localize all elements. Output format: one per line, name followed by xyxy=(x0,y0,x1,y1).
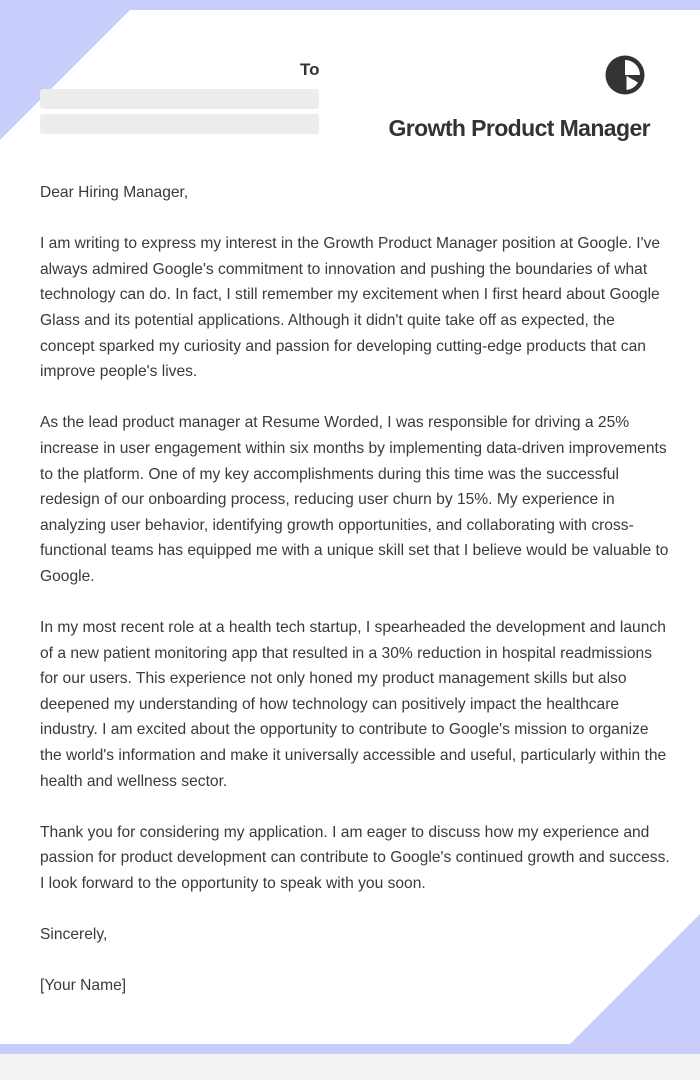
paragraph-3: In my most recent role at a health tech startup, I spearheaded the development and launch of a new patient monitoring app that resulted in a 30% reduction in hospital readmissions for our users. This experience not only honed my product management skills but also deepened my understanding of how technology can positively impact the healthcare industry. I am excited about the opportunity to contribute to Google's mission to organize the world's information and make it universally accessible and useful, particularly within the health and wellness sector. xyxy=(40,619,667,790)
pie-chart-icon xyxy=(604,54,646,96)
letter-body xyxy=(40,180,670,999)
recipient-placeholder-line-1 xyxy=(40,89,319,109)
recipient-placeholder-line-2 xyxy=(40,114,319,134)
salutation: Dear Hiring Manager, xyxy=(40,184,189,201)
job-title-heading: Growth Product Manager xyxy=(388,115,650,141)
signature: [Your Name] xyxy=(40,977,127,995)
paragraph-1: I am writing to express my interest in the Growth Product Manager position at Google. I've always admired Google's commitment to innovation and pushing the boundaries of what technology can do. In fact, I still remember my excitement when I first heard about Google Glass and its potential applications. Although it didn't quite take off as expected, the concept sparked my curiosity and passion for developing cutting-edge products that can improve people's lives. xyxy=(40,235,661,381)
paragraph-2: As the lead product manager at Resume Worded, I was responsible for driving a 25% increase in user engagement within six months by implementing data-driven improvements to the platform. One of my key accomplishments during this time was the successful redesign of our onboarding process, reducing user churn by 15%. My experience in analyzing user behavior, identifying growth opportunities, and collaborating with cross-functional teams has equipped me with a unique skill set that I believe would be valuable to Google. xyxy=(40,414,669,585)
paragraph-4: Thank you for considering my application. I am eager to discuss how my experience and passion for product development can contribute to Google's continued growth and success. I look forward to the opportunity to speak with you soon. xyxy=(40,823,670,893)
recipient-to-label: To xyxy=(300,60,320,79)
letter-paper xyxy=(0,10,700,1044)
closing: Sincerely, xyxy=(40,926,108,944)
